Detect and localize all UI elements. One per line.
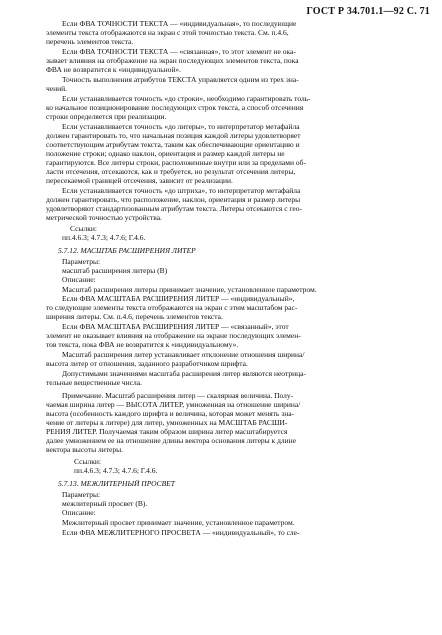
text-line: ко начальное позиционирование последующих строк текста, а способ отсечения bbox=[46, 103, 304, 112]
text-line: ширения литеры. См. п.4.6, перечень элементов текста. bbox=[46, 312, 223, 321]
text-line: положение строки; однако наклон, ориентация и размер каждой литеры не bbox=[46, 149, 285, 158]
text-line: Описание: bbox=[62, 275, 96, 284]
text-line: элемент не оказывает влияния на отображение на экране последующих элемен- bbox=[46, 331, 301, 340]
text-line: Если устанавливается точность «до штриха», то интерпретатор метафайла bbox=[62, 186, 301, 195]
text-line: чений. bbox=[46, 84, 68, 93]
text-line: вектора высоты литеры. bbox=[46, 445, 124, 454]
text-line: далее умножением ее на отношение длины вектора основания литеры к длине bbox=[46, 436, 296, 445]
text-line: высота (особенность каждого шрифта и величина, которая может менять зна- bbox=[46, 409, 295, 418]
text-line: Примечание. Масштаб расширения литер — скалярная величина. Полу- bbox=[62, 391, 294, 400]
text-line: перечень элементов текста. bbox=[46, 37, 134, 46]
text-line: 5.7.13. МЕЖЛИТЕРНЫЙ ПРОСВЕТ bbox=[58, 479, 175, 488]
text-line: метрической точностью устройства. bbox=[46, 213, 162, 222]
text-line: строки определяется при реализации. bbox=[46, 112, 167, 121]
text-line: зывает влияния на отображение на экран последующих элементов текста, пока bbox=[46, 56, 299, 65]
text-line: высота литер от отношения, заданного разработчиком шрифта. bbox=[46, 359, 248, 368]
text-line: должен гарантировать то, что начальная позиция каждой литеры удовлетворяет bbox=[46, 131, 301, 140]
text-line: Если ФВА ТОЧНОСТИ ТЕКСТА — «индивидуальная», то последующие bbox=[62, 19, 297, 28]
text-line: Допустимыми значениями масштаба расширения литер являются неотрица- bbox=[62, 369, 306, 378]
text-line: РЕНИЯ ЛИТЕР. Получаемая таким образом ширина литер масштабируется bbox=[46, 427, 288, 436]
text-line: Масштаб расширения литер устанавливает отклонение отношения ширина/ bbox=[62, 350, 305, 359]
text-line: соответствующим атрибутам текста, таким как обеспечивающие ориентацию и bbox=[46, 140, 300, 149]
text-line: Параметры: bbox=[62, 257, 101, 266]
text-line: межлитерный просвет (В). bbox=[62, 499, 148, 508]
text-line: Если ФВА ТОЧНОСТИ ТЕКСТА — «связанная», то этот элемент не ока- bbox=[62, 47, 296, 56]
text-line: масштаб расширения литеры (В) bbox=[62, 266, 168, 275]
text-line: Если ФВА МАСШТАБА РАСШИРЕНИЯ ЛИТЕР — «связанный», этот bbox=[62, 322, 289, 331]
text-line: ласти отсечения, отсекаются, как и требуется, но результат отсечения литеры, bbox=[46, 167, 296, 176]
text-line: тельные вещественные числа. bbox=[46, 378, 142, 387]
text-line: пп.4.6.3; 4.7.3; 4.7.6; Г.4.6. bbox=[62, 233, 146, 242]
text-line: Если ФВА МАСШТАБА РАСШИРЕНИЯ ЛИТЕР — «индивидуальный», bbox=[62, 294, 295, 303]
text-line: элементы текста отображаются на экран с этой точностью текста. См. п.4.6, bbox=[46, 28, 289, 37]
text-line: Если устанавливается точность «до строки», необходимо гарантировать толь- bbox=[62, 94, 311, 103]
page-header: ГОСТ Р 34.701.1—92 С. 71 bbox=[306, 6, 430, 17]
text-line: чаемая ширина литер — ВЫСОТА ЛИТЕР, умноженная на отношение ширина/ bbox=[46, 400, 301, 409]
text-line: ФВА не возвратится к «индивидуальной». bbox=[46, 65, 182, 74]
text-line: должен гарантировать, что расположение, наклон, ориентация и размер литеры bbox=[46, 195, 301, 204]
text-line: 5.7.12. МАСШТАБ РАСШИРЕНИЯ ЛИТЕР bbox=[58, 246, 196, 255]
text-line: тов текста, пока ФВА не возвратится к «индивидуальному». bbox=[46, 340, 239, 349]
text-line: Ссылки: bbox=[70, 224, 97, 233]
text-line: гарантируются. Все литеры строки, расположенные внутри или за пределами об- bbox=[46, 158, 306, 167]
text-line: Описание: bbox=[62, 508, 96, 517]
text-line: то следующие элементы текста отображаются на экран с этим масштабом рас- bbox=[46, 303, 298, 312]
text-line: Масштаб расширения литеры принимает значение, установленное параметром. bbox=[62, 285, 317, 294]
text-line: пересекаемой границей отсечения, зависит от реализации. bbox=[46, 176, 233, 185]
text-line: Если устанавливается точность «до литеры», то интерпретатор метафайла bbox=[62, 122, 300, 131]
text-line: удовлетворяют стандартизованным атрибутам текста. Литеры отсекаются с гео- bbox=[46, 204, 302, 213]
text-line: Параметры: bbox=[62, 490, 101, 499]
text-line: пп.4.6.3; 4.7.3; 4.7.6; Г.4.6. bbox=[74, 466, 158, 475]
text-line: Ссылки: bbox=[74, 457, 101, 466]
text-line: Точность выполнения атрибутов ТЕКСТА управляется одним из трех зна- bbox=[62, 75, 299, 84]
text-line: чение от литеры к литере) для литер, умноженных на МАСШТАБ РАСШИ- bbox=[46, 418, 288, 427]
text-line: Межлитерный просвет принимает значение, установленное параметром. bbox=[62, 518, 295, 527]
text-line: Если ФВА МЕЖЛИТЕРНОГО ПРОСВЕТА — «индивидуальный», то сле- bbox=[62, 528, 300, 537]
